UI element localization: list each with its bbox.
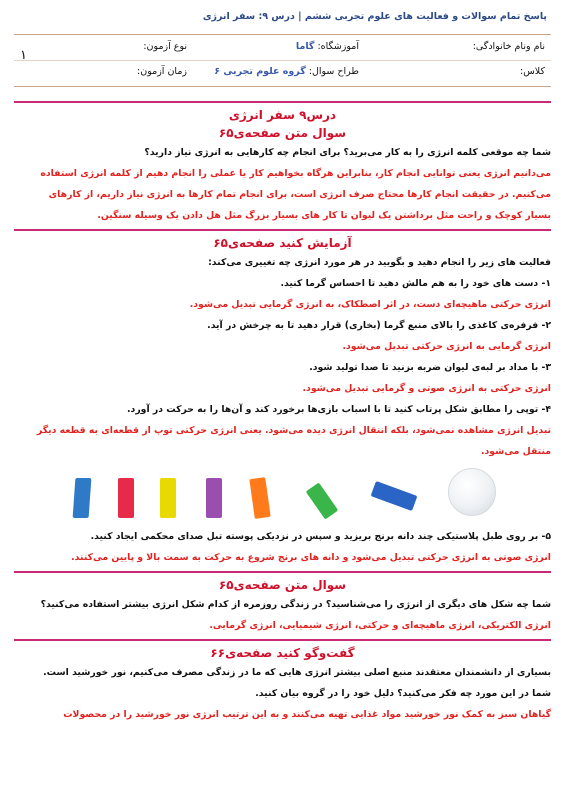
header-divider — [14, 60, 551, 61]
exam-type-label: نوع آزمون: — [143, 41, 187, 52]
ball — [448, 468, 496, 516]
answer-line: می‌دانیم انرژی یعنی توانایی انجام کار، بنابراین هرگاه بخواهیم کار یا عملی را انجام دهیم از کلمه انرژی استفاده — [40, 168, 551, 179]
header-bottom-border — [14, 86, 551, 87]
question-line: شما چه شکل های دیگری از انرژی را می‌شناسید؟ در زندگی روزمره از کدام شکل انرژی بیشتر استفاده می‌کنید؟ — [40, 599, 551, 610]
header-top-border — [14, 34, 551, 35]
question-line: فعالیت های زیر را انجام دهید و بگویید در هر مورد انرژی چه تغییری می‌کند: — [208, 257, 551, 268]
content — [14, 98, 551, 725]
section-title: گفت‌وگو کنید صفحه‌ی۶۶ — [210, 646, 355, 660]
section-title: آزمایش کنید صفحه‌ی۶۵ — [213, 236, 352, 250]
section-title: سوال متن صفحه‌ی۶۵ — [218, 126, 347, 140]
answer-line: انرژی حرکتی ماهیچه‌ای دست، در اثر اصطکاک، به انرژی گرمایی تبدیل می‌شود. — [189, 299, 551, 310]
page-number: ۱ — [20, 48, 27, 63]
designer-field — [214, 66, 359, 77]
domino-blue — [73, 478, 92, 518]
section-title: سوال متن صفحه‌ی۶۵ — [218, 578, 347, 592]
domino-green — [306, 482, 339, 519]
answer-line: منتقل می‌شود. — [480, 446, 551, 457]
answer-line: می‌کنیم. در حقیقت انجام کارها محتاج صرف انرژی است، برای انجام تمام کارها به انرژی نیاز داریم، از کارهای — [48, 189, 551, 200]
designer-label: طراح سوال: — [308, 66, 359, 77]
school-field — [296, 41, 359, 52]
section-rule — [14, 101, 551, 103]
question-line: بسیاری از دانشمندان معتقدند منبع اصلی بیشتر انرژی هایی که ما در زندگی مصرف می‌کنیم، نور خورشید است. — [43, 667, 551, 678]
school-label: آموزشگاه: — [317, 41, 359, 52]
answer-line: گیاهان سبز به کمک نور خورشید مواد غذایی تهیه می‌کنند و به این ترتیب انرژی نور خورشید را در محصولات — [63, 709, 551, 720]
designer-value: گروه علوم تجربی ۶ — [214, 66, 306, 77]
top-title: پاسخ تمام سوالات و فعالیت های علوم تجربی ششم | درس ۹: سفر انرژی — [202, 11, 547, 22]
answer-line: انرژی الکتریکی، انرژی ماهیچه‌ای و حرکتی، انرژی شیمیایی، انرژی گرمایی. — [209, 620, 551, 631]
question-line: ۱- دست های خود را به هم مالش دهید تا احساس گرما کنید. — [280, 278, 551, 289]
question-line: ۴- توپی را مطابق شکل پرتاب کنید تا با اسباب بازی‌ها برخورد کند و آن‌ها را به حرکت در آورد. — [127, 404, 551, 415]
question-line: ۳- با مداد بر لبه‌ی لیوان ضربه بزنید تا صدا تولید شود. — [309, 362, 551, 373]
answer-line: انرژی حرکتی به انرژی صوتی و گرمایی تبدیل می‌شود. — [302, 383, 551, 394]
domino-yellow — [160, 478, 176, 518]
domino-orange — [249, 477, 270, 519]
question-line: ۵- بر روی طبل پلاستیکی چند دانه برنج بریزید و سپس در نزدیکی پوسته تبل صدای محکمی ایجاد کنید. — [90, 531, 551, 542]
domino-blue-fallen — [371, 481, 418, 511]
question-line: ۲- فرفره‌ی کاغذی را بالای منبع گرما (بخاری) قرار دهید تا به چرخش در آید. — [207, 320, 551, 331]
domino-purple — [206, 478, 222, 518]
lesson-title: درس۹ سفر انرژی — [228, 108, 337, 122]
exam-time-label: زمان آزمون: — [137, 66, 187, 77]
answer-line: انرژی صوتی به انرژی حرکتی تبدیل می‌شود و دانه های برنج شروع به حرکت به سمت بالا و پایین می‌کنند. — [71, 552, 551, 563]
worksheet-page — [14, 8, 551, 796]
question-line: شما چه موقعی کلمه انرژی را به کار می‌برید؟ برای انجام چه کارهایی به انرژی نیاز دارید؟ — [144, 147, 551, 158]
name-label: نام ونام خانوادگی: — [472, 41, 545, 52]
answer-line: تبدیل انرژی مشاهده نمی‌شود، بلکه انتقال انرژی دیده می‌شود. یعنی انرژی حرکتی توپ از قطعه‌ای به قطعه دیگر — [36, 425, 551, 436]
domino-red — [118, 478, 134, 518]
class-label: کلاس: — [520, 66, 545, 77]
answer-line: انرژی گرمایی به انرژی حرکتی تبدیل می‌شود. — [342, 341, 551, 352]
section-rule — [14, 571, 551, 573]
section-rule — [14, 639, 551, 641]
answer-line: بسیار کوچک و راحت مثل برداشتن یک لیوان تا کار های بسیار بزرگ مثل هل دادن یک وسیله سنگین. — [97, 210, 551, 221]
question-line: شما در این مورد چه فکر می‌کنید؟ دلیل خود را در گروه بیان کنید. — [255, 688, 551, 699]
school-value: گاما — [295, 41, 315, 52]
section-rule — [14, 229, 551, 231]
dominoes-ball-image — [14, 464, 551, 524]
exam-header — [14, 34, 551, 88]
